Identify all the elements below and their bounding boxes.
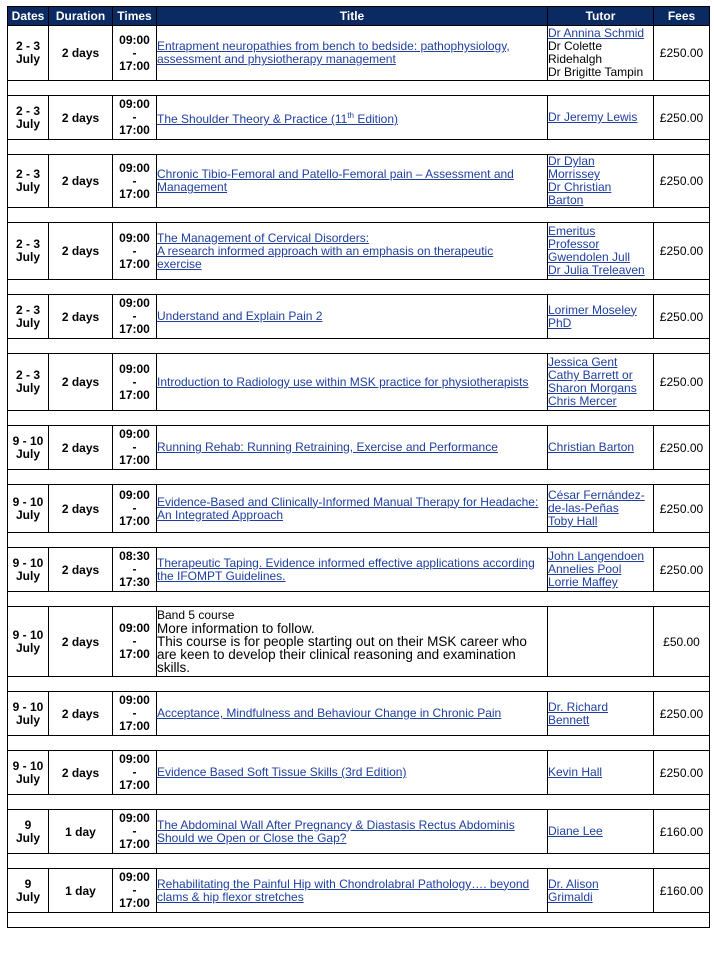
time-line: 09:00 <box>119 97 150 111</box>
course-row <box>8 26 710 81</box>
time-line: 17:00 <box>119 778 150 792</box>
tutor-link[interactable]: Emeritus <box>548 224 596 238</box>
row-spacer <box>8 280 710 295</box>
course-tutor <box>548 354 654 411</box>
date-line: July <box>15 381 40 395</box>
course-fee: £250.00 <box>654 354 710 411</box>
header-duration: Duration <box>49 7 113 26</box>
time-line: 17:00 <box>119 322 150 336</box>
time-line: 09:00 <box>119 488 150 502</box>
row-spacer <box>8 854 710 869</box>
time-line: - <box>132 501 137 515</box>
course-times <box>113 96 157 140</box>
date-line: 9 - 10 <box>12 627 44 642</box>
time-line: - <box>132 374 137 389</box>
course-title-link[interactable]: An Integrated Approach <box>157 507 284 522</box>
tutor-link[interactable]: John Langendoen <box>548 549 645 563</box>
tutor-link[interactable]: Dr Annina Schmid <box>548 26 645 40</box>
date-line: July <box>15 568 40 583</box>
course-row <box>8 223 710 280</box>
spacer-cell <box>8 339 710 354</box>
tutor-link[interactable]: Lorrie Maffey <box>548 575 618 589</box>
date-line: 9 - 10 <box>12 433 44 448</box>
spacer-cell <box>8 411 710 426</box>
row-spacer <box>8 140 710 155</box>
course-tutor <box>548 26 654 81</box>
course-title-link[interactable]: Introduction to Radiology use within MSK practice for physiotherapists <box>157 374 529 389</box>
course-fee: £250.00 <box>654 26 710 81</box>
course-duration: 2 days <box>49 96 113 140</box>
course-title-link[interactable]: clams & hip flexor stretches <box>157 889 304 904</box>
course-dates <box>8 548 49 592</box>
course-title[interactable] <box>157 295 548 339</box>
tutor-link[interactable]: Professor <box>548 237 600 251</box>
course-title[interactable] <box>157 354 548 411</box>
course-tutor <box>548 96 654 140</box>
course-dates <box>8 751 49 795</box>
course-title-link[interactable]: Therapeutic Taping. Evidence informed effective applications according <box>157 555 535 570</box>
course-times <box>113 155 157 208</box>
date-line: 2 - 3 <box>15 167 40 181</box>
course-duration: 2 days <box>49 223 113 280</box>
course-fee: £160.00 <box>654 810 710 854</box>
course-row <box>8 155 710 208</box>
time-line: - <box>132 562 137 576</box>
title-text[interactable]: The Shoulder Theory & Practice (11 <box>157 112 348 126</box>
header-dates: Dates <box>8 7 49 26</box>
course-title[interactable] <box>157 155 548 208</box>
date-line: 9 - 10 <box>12 758 44 773</box>
course-row <box>8 751 710 795</box>
course-duration: 2 days <box>49 548 113 592</box>
course-title-link[interactable]: Entrapment neuropathies from bench to bedside: pathophysiology, <box>157 39 510 53</box>
row-spacer <box>8 339 710 354</box>
date-line: 9 - 10 <box>12 494 44 509</box>
tutor-link[interactable]: Dr Christian <box>548 180 612 194</box>
course-duration: 2 days <box>49 692 113 736</box>
row-spacer <box>8 411 710 426</box>
course-title-link[interactable]: Evidence Based Soft Tissue Skills (3rd Edition) <box>157 765 407 779</box>
date-line: 2 - 3 <box>15 368 40 382</box>
course-tutor <box>548 869 654 913</box>
course-duration: 2 days <box>49 426 113 470</box>
band-course-description: More information to follow. <box>157 621 315 636</box>
tutor-link[interactable]: César Fernández- <box>548 488 645 502</box>
band-course-note: Band 5 course <box>157 608 235 622</box>
tutor-link[interactable]: Lorimer Moseley <box>548 302 637 317</box>
date-line: July <box>15 712 40 727</box>
course-times <box>113 26 157 81</box>
time-line: 17:00 <box>119 453 150 467</box>
time-line: 17:00 <box>119 719 150 733</box>
time-line: 08:30 <box>119 549 150 563</box>
course-dates <box>8 692 49 736</box>
course-title-link[interactable]: Understand and Explain Pain 2 <box>157 309 323 323</box>
date-line: 9 <box>24 817 32 832</box>
course-title <box>157 607 548 677</box>
time-line: - <box>132 824 137 838</box>
date-line: 2 - 3 <box>15 103 40 118</box>
band-course-description: This course is for people starting out on their MSK career who <box>157 634 527 649</box>
course-title-link[interactable]: the IFOMPT Guidelines. <box>157 568 286 583</box>
course-duration: 1 day <box>49 810 113 854</box>
time-line: 17:00 <box>119 387 150 402</box>
course-dates <box>8 426 49 470</box>
course-title-link[interactable]: Management <box>157 180 228 194</box>
date-line: July <box>15 315 40 330</box>
course-dates <box>8 223 49 280</box>
date-line: July <box>15 180 40 194</box>
spacer-cell <box>8 81 710 96</box>
course-title-link[interactable]: exercise <box>157 256 202 271</box>
time-line: 17:00 <box>119 58 150 73</box>
header-times: Times <box>113 7 157 26</box>
tutor-link[interactable]: Morrissey <box>548 167 601 181</box>
time-line: - <box>132 883 137 897</box>
course-title-link[interactable]: Chronic Tibio-Femoral and Patello-Femoral pain – Assessment and <box>157 167 514 181</box>
tutor-link[interactable]: Dr Julia Treleaven <box>548 263 645 277</box>
course-title-link[interactable]: Running Rehab: Running Retraining, Exercise and Performance <box>157 440 498 454</box>
row-spacer <box>8 81 710 96</box>
course-dates <box>8 607 49 677</box>
course-duration: 2 days <box>49 607 113 677</box>
time-line: 17:00 <box>119 256 150 271</box>
course-fee: £250.00 <box>654 155 710 208</box>
time-line: - <box>132 440 137 454</box>
tutor-name: Dr Brigitte Tampin <box>548 65 644 79</box>
row-spacer <box>8 470 710 485</box>
time-line: - <box>132 765 137 779</box>
course-row <box>8 548 710 592</box>
course-title[interactable] <box>157 869 548 913</box>
date-line: July <box>15 116 40 131</box>
course-dates <box>8 26 49 81</box>
tutor-link[interactable]: PhD <box>548 315 572 330</box>
course-times <box>113 354 157 411</box>
spacer-cell <box>8 913 710 928</box>
spacer-cell <box>8 140 710 155</box>
course-times <box>113 295 157 339</box>
course-row <box>8 869 710 913</box>
course-duration: 2 days <box>49 751 113 795</box>
tutor-link[interactable]: Diane Lee <box>548 824 603 838</box>
date-line: 2 - 3 <box>15 237 40 251</box>
date-line: 9 - 10 <box>12 555 44 570</box>
course-title-link[interactable]: A research informed approach with an emphasis on therapeutic <box>157 243 494 258</box>
course-duration: 2 days <box>49 295 113 339</box>
course-row <box>8 692 710 736</box>
date-line: 9 <box>24 876 32 891</box>
course-times <box>113 223 157 280</box>
row-spacer <box>8 592 710 607</box>
band-course-description: skills. <box>157 660 190 675</box>
row-spacer <box>8 677 710 692</box>
course-fee: £250.00 <box>654 485 710 533</box>
course-times <box>113 607 157 677</box>
time-line: - <box>132 309 137 323</box>
course-title[interactable] <box>157 692 548 736</box>
course-times <box>113 751 157 795</box>
time-line: - <box>132 110 137 124</box>
course-title[interactable] <box>157 810 548 854</box>
course-title-link[interactable]: The Management of Cervical Disorders: <box>157 230 370 245</box>
course-title[interactable] <box>157 223 548 280</box>
course-row <box>8 295 710 339</box>
date-line: July <box>15 771 40 786</box>
course-fee: £250.00 <box>654 426 710 470</box>
time-line: 09:00 <box>119 693 150 707</box>
tutor-link[interactable]: Annelies Pool <box>548 562 622 576</box>
tutor-link[interactable]: Chris Mercer <box>548 394 617 408</box>
tutor-link[interactable]: Gwendolen Jull <box>548 250 631 264</box>
course-duration: 2 days <box>49 26 113 81</box>
time-line: 09:00 <box>119 811 150 825</box>
course-fee: £250.00 <box>654 548 710 592</box>
tutor-link[interactable]: Bennett <box>548 712 590 727</box>
course-tutor <box>548 485 654 533</box>
time-line: 09:00 <box>119 160 150 175</box>
course-row <box>8 810 710 854</box>
course-fee: £250.00 <box>654 96 710 140</box>
course-dates <box>8 810 49 854</box>
tutor-link[interactable]: Toby Hall <box>548 514 598 528</box>
tutor-link[interactable]: Sharon Morgans <box>548 381 637 395</box>
date-line: 2 - 3 <box>15 39 40 53</box>
course-title[interactable] <box>157 426 548 470</box>
course-title-link[interactable]: The Abdominal Wall After Pregnancy & Diastasis Rectus Abdominis <box>157 817 515 832</box>
time-line: 17:00 <box>119 896 150 910</box>
spacer-cell <box>8 677 710 692</box>
course-duration: 2 days <box>49 354 113 411</box>
course-tutor <box>548 548 654 592</box>
time-line: 09:00 <box>119 296 150 310</box>
course-times <box>113 810 157 854</box>
row-spacer <box>8 913 710 928</box>
course-duration: 2 days <box>49 155 113 208</box>
course-dates <box>8 96 49 140</box>
title-text[interactable]: Edition) <box>354 112 399 126</box>
course-tutor <box>548 751 654 795</box>
course-times <box>113 426 157 470</box>
course-title[interactable] <box>157 485 548 533</box>
time-line: 09:00 <box>119 427 150 441</box>
tutor-link[interactable]: Dr. Alison <box>548 876 599 891</box>
time-line: 17:00 <box>119 514 150 528</box>
time-line: 09:00 <box>119 621 150 635</box>
time-line: - <box>132 45 137 60</box>
course-row <box>8 485 710 533</box>
time-line: 09:00 <box>119 752 150 766</box>
time-line: - <box>132 173 137 188</box>
tutor-link[interactable]: Grimaldi <box>548 889 593 904</box>
course-tutor <box>548 607 654 677</box>
tutor-link[interactable]: Kevin Hall <box>548 765 603 779</box>
spacer-cell <box>8 533 710 548</box>
row-spacer <box>8 533 710 548</box>
course-row <box>8 607 710 677</box>
course-row <box>8 96 710 140</box>
course-tutor <box>548 223 654 280</box>
title-superscript[interactable]: th <box>347 111 354 120</box>
time-line: 17:00 <box>119 186 150 201</box>
header-row <box>8 7 710 26</box>
tutor-link[interactable]: Dr. Richard <box>548 699 609 714</box>
time-line: 09:00 <box>119 870 150 884</box>
course-row <box>8 426 710 470</box>
row-spacer <box>8 736 710 751</box>
course-fee: £250.00 <box>654 223 710 280</box>
course-table <box>7 6 710 928</box>
spacer-cell <box>8 208 710 223</box>
course-title-link[interactable]: Should we Open or Close the Gap? <box>157 830 347 845</box>
tutor-link[interactable]: Dr Dylan <box>548 154 595 168</box>
date-line: July <box>15 640 40 655</box>
course-row <box>8 354 710 411</box>
time-line: 17:30 <box>119 575 150 589</box>
course-fee: £250.00 <box>654 692 710 736</box>
header-title: Title <box>157 7 548 26</box>
time-line: 17:00 <box>119 837 150 851</box>
date-line: July <box>15 507 40 522</box>
course-tutor <box>548 426 654 470</box>
course-fee: £250.00 <box>654 295 710 339</box>
tutor-name: Dr Colette <box>548 39 603 53</box>
spacer-cell <box>8 592 710 607</box>
time-line: - <box>132 706 137 720</box>
time-line: - <box>132 634 137 648</box>
course-title[interactable] <box>157 751 548 795</box>
tutor-link[interactable]: Barton <box>548 193 584 207</box>
course-dates <box>8 485 49 533</box>
tutor-link[interactable]: de-las-Peñas <box>548 501 619 515</box>
row-spacer <box>8 208 710 223</box>
time-line: 09:00 <box>119 32 150 47</box>
spacer-cell <box>8 280 710 295</box>
course-times <box>113 869 157 913</box>
spacer-cell <box>8 736 710 751</box>
course-tutor <box>548 692 654 736</box>
date-line: July <box>15 830 40 845</box>
date-line: 9 - 10 <box>12 699 44 714</box>
time-line: 17:00 <box>119 647 150 661</box>
tutor-link[interactable]: Dr Jeremy Lewis <box>548 110 638 124</box>
time-line: 17:00 <box>119 123 150 137</box>
date-line: July <box>15 52 40 66</box>
course-title-link[interactable] <box>157 109 547 126</box>
date-line: July <box>15 446 40 461</box>
band-course-description: are keen to develop their clinical reasoning and examination <box>157 647 516 662</box>
date-line: 2 - 3 <box>15 302 40 317</box>
course-times <box>113 692 157 736</box>
row-spacer <box>8 795 710 810</box>
spacer-cell <box>8 854 710 869</box>
course-title[interactable] <box>157 548 548 592</box>
course-dates <box>8 869 49 913</box>
course-dates <box>8 295 49 339</box>
tutor-link[interactable]: Cathy Barrett or <box>548 368 633 382</box>
tutor-name: Ridehalgh <box>548 52 603 66</box>
course-fee: £160.00 <box>654 869 710 913</box>
course-title[interactable] <box>157 96 548 140</box>
spacer-cell <box>8 795 710 810</box>
course-list <box>8 26 710 928</box>
course-times <box>113 485 157 533</box>
date-line: July <box>15 250 40 264</box>
course-tutor <box>548 155 654 208</box>
course-title[interactable] <box>157 26 548 81</box>
tutor-link[interactable]: Jessica Gent <box>548 355 618 369</box>
course-title-link[interactable]: Rehabilitating the Painful Hip with Chondrolabral Pathology…. beyond <box>157 876 530 891</box>
time-line: 09:00 <box>119 361 150 376</box>
course-duration: 2 days <box>49 485 113 533</box>
spacer-cell <box>8 470 710 485</box>
course-dates <box>8 155 49 208</box>
course-fee: £250.00 <box>654 751 710 795</box>
course-tutor <box>548 810 654 854</box>
tutor-link[interactable]: Christian Barton <box>548 440 635 454</box>
course-fee: £50.00 <box>654 607 710 677</box>
time-line: - <box>132 243 137 258</box>
header-tutor: Tutor <box>548 7 654 26</box>
course-title-link[interactable]: Evidence-Based and Clinically-Informed Manual Therapy for Headache: <box>157 494 539 509</box>
course-times <box>113 548 157 592</box>
course-duration: 1 day <box>49 869 113 913</box>
course-dates <box>8 354 49 411</box>
header-fees: Fees <box>654 7 710 26</box>
course-tutor <box>548 295 654 339</box>
course-title-link[interactable]: assessment and physiotherapy management <box>157 52 396 66</box>
time-line: 09:00 <box>119 230 150 245</box>
course-title-link[interactable]: Acceptance, Mindfulness and Behaviour Change in Chronic Pain <box>157 706 502 720</box>
date-line: July <box>15 889 40 904</box>
